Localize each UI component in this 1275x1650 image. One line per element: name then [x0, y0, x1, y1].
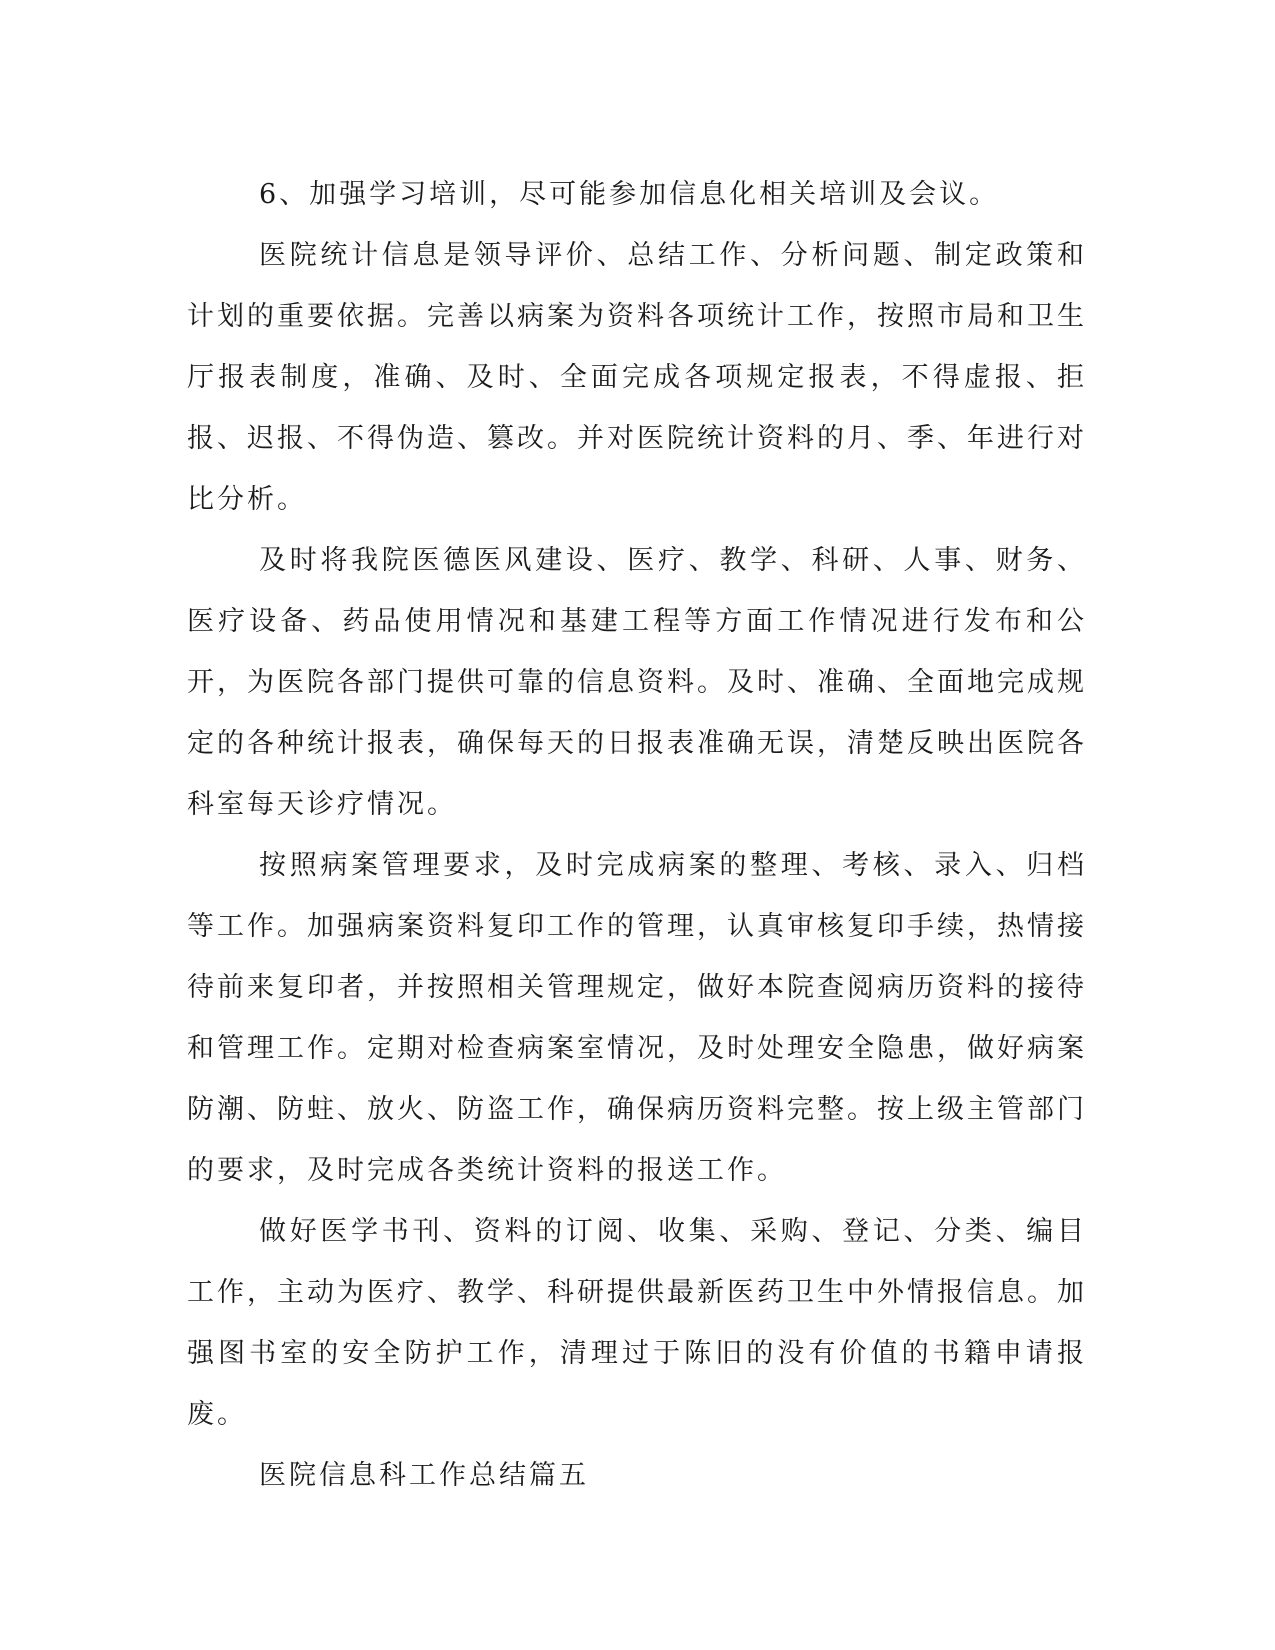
- paragraph-statistics: 医院统计信息是领导评价、总结工作、分析问题、制定政策和计划的重要依据。完善以病案为资料各项统计工作，按照市局和卫生厅报表制度，准确、及时、全面完成各项规定报表，不得虚报、拒报、迟报、不得伪造、篡改。并对医院统计资料的月、季、年进行对比分析。: [187, 240, 1087, 515]
- paragraph-library: 做好医学书刊、资料的订阅、收集、采购、登记、分类、编目工作，主动为医疗、教学、科研提供最新医药卫生中外情报信息。加强图书室的安全防护工作，清理过于陈旧的没有价值的书籍申请报废。: [187, 1216, 1087, 1430]
- document-body: [187, 164, 1087, 1506]
- section-heading: 医院信息科工作总结篇五: [259, 1460, 589, 1491]
- paragraph-training: 6、加强学习培训，尽可能参加信息化相关培训及会议。: [259, 179, 1000, 210]
- paragraph-publication: 及时将我院医德医风建设、医疗、教学、科研、人事、财务、医疗设备、药品使用情况和基建工程等方面工作情况进行发布和公开，为医院各部门提供可靠的信息资料。及时、准确、全面地完成规定的各种统计报表，确保每天的日报表准确无误，清楚反映出医院各科室每天诊疗情况。: [187, 545, 1087, 820]
- paragraph-medical-records: 按照病案管理要求，及时完成病案的整理、考核、录入、归档等工作。加强病案资料复印工作的管理，认真审核复印手续，热情接待前来复印者，并按照相关管理规定，做好本院查阅病历资料的接待和管理工作。定期对检查病案室情况，及时处理安全隐患，做好病案防潮、防蛀、放火、防盗工作，确保病历资料完整。按上级主管部门的要求，及时完成各类统计资料的报送工作。: [187, 850, 1087, 1186]
